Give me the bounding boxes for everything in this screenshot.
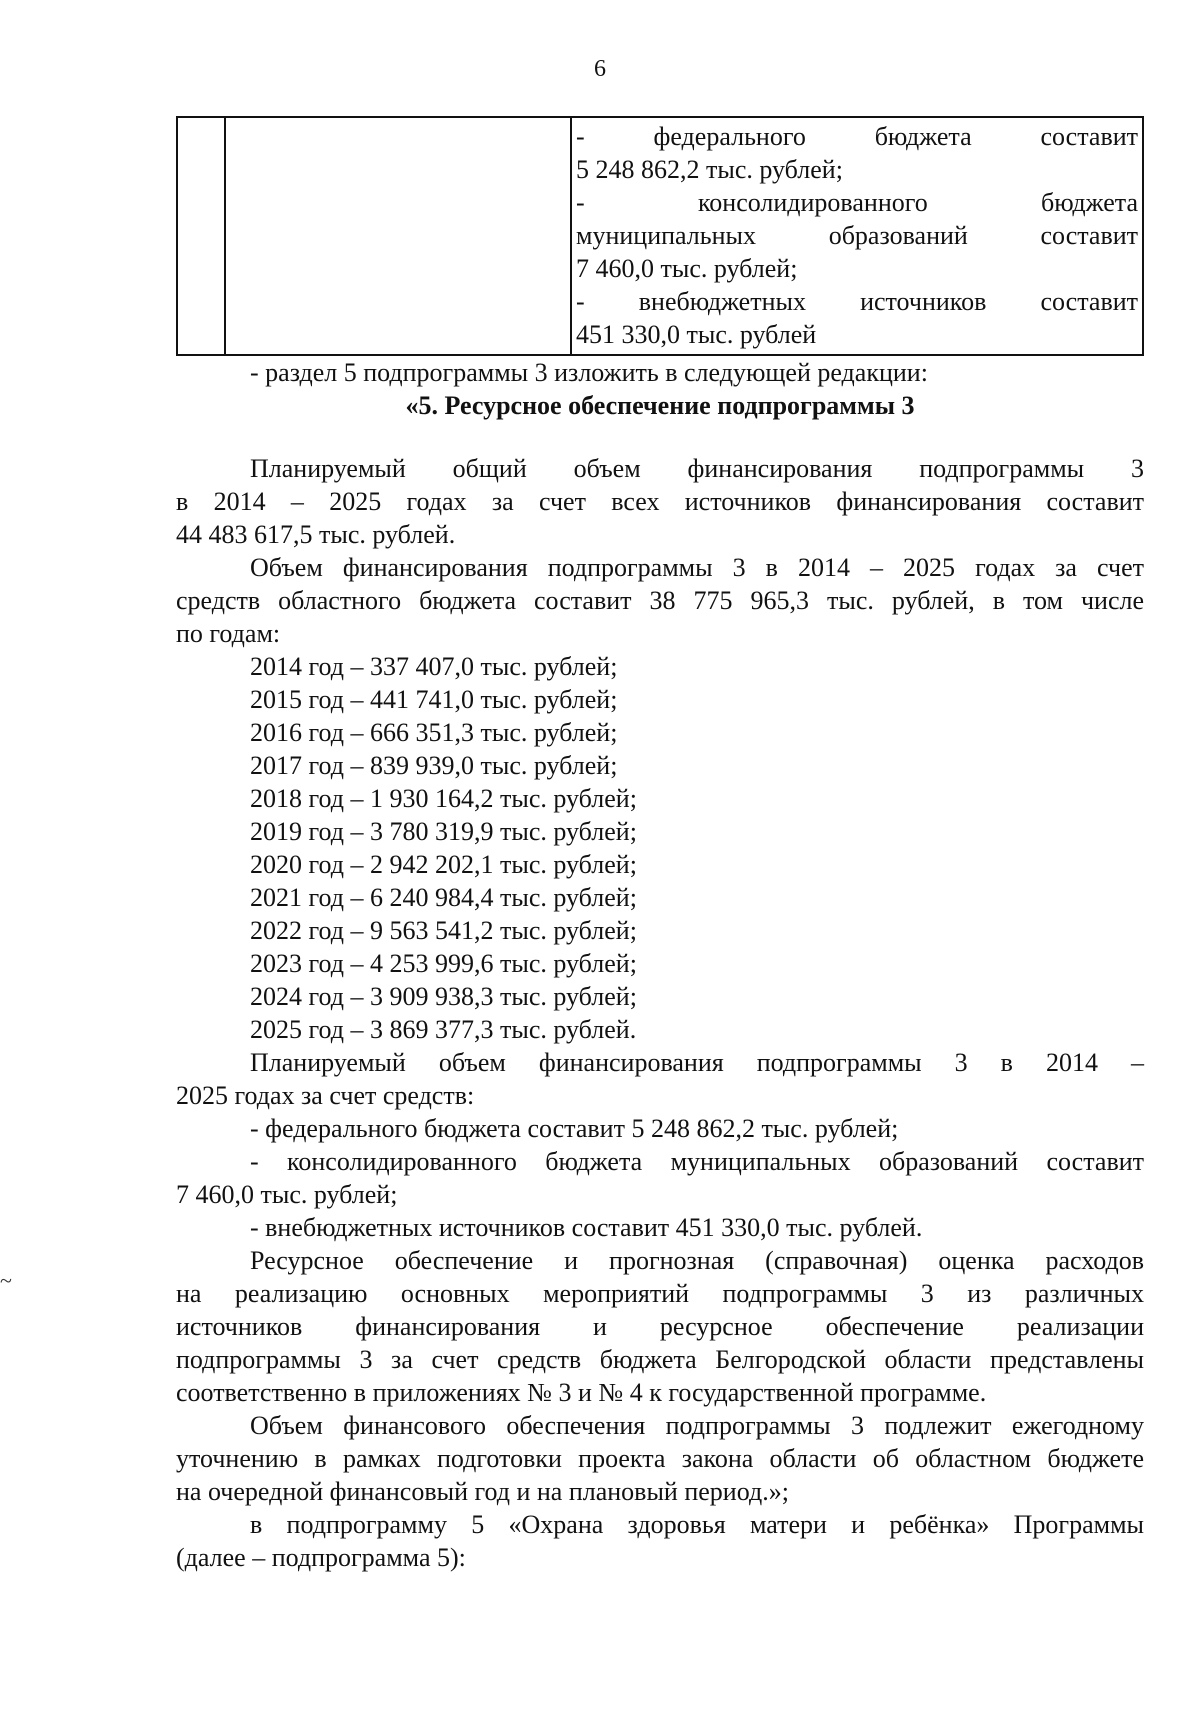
paragraph-line: по годам: — [176, 619, 281, 648]
list-item: 2025 год – 3 869 377,3 тыс. рублей. — [250, 1015, 637, 1044]
spacer — [176, 422, 1144, 452]
table-cell-number — [177, 117, 225, 355]
paragraph-line: источников финансирования и ресурсное обеспечение реализации — [176, 1312, 1144, 1341]
list-item: 2017 год – 839 939,0 тыс. рублей; — [250, 751, 618, 780]
list-item: 2021 год – 6 240 984,4 тыс. рублей; — [250, 883, 637, 912]
table-line: - внебюджетных источников составит — [576, 287, 1138, 316]
table-cell-content — [571, 117, 1143, 355]
paragraph-line: уточнению в рамках подготовки проекта закона области об областном бюджете — [176, 1444, 1144, 1473]
table-row — [177, 117, 1143, 355]
paragraph-annual-update — [176, 1409, 1144, 1508]
list-item: 2018 год – 1 930 164,2 тыс. рублей; — [250, 784, 637, 813]
paragraph-total-funding — [176, 452, 1144, 551]
paragraph-line: подпрограммы 3 за счет средств бюджета Белгородской области представлены — [176, 1345, 1144, 1374]
list-item: 2015 год – 441 741,0 тыс. рублей; — [250, 685, 618, 714]
table-line: 451 330,0 тыс. рублей — [576, 320, 817, 349]
margin-mark: ~ — [0, 1268, 12, 1293]
list-item: 2014 год – 337 407,0 тыс. рублей; — [250, 652, 618, 681]
section-heading: «5. Ресурсное обеспечение подпрограммы 3 — [405, 391, 915, 420]
paragraph-regional-budget — [176, 551, 1144, 650]
extrabudget-line: - внебюджетных источников составит 451 330,0 тыс. рублей. — [250, 1213, 923, 1242]
paragraph-line: 2025 годах за счет средств: — [176, 1081, 475, 1110]
paragraph-planned-sources — [176, 1046, 1144, 1112]
paragraph-line: Объем финансового обеспечения подпрограммы 3 подлежит ежегодному — [250, 1411, 1144, 1440]
paragraph-line: Объем финансирования подпрограммы 3 в 2014 – 2025 годах за счет — [250, 553, 1144, 582]
table-line: 7 460,0 тыс. рублей; — [576, 254, 798, 283]
table-line: муниципальных образований составит — [576, 221, 1138, 250]
table-cell-title — [225, 117, 571, 355]
list-item: 2020 год – 2 942 202,1 тыс. рублей; — [250, 850, 637, 879]
federal-budget-line: - федерального бюджета составит 5 248 862,2 тыс. рублей; — [250, 1114, 899, 1143]
paragraph-line: Планируемый общий объем финансирования подпрограммы 3 — [250, 454, 1144, 483]
list-item: 2023 год – 4 253 999,6 тыс. рублей; — [250, 949, 637, 978]
paragraph-line: 44 483 617,5 тыс. рублей. — [176, 520, 456, 549]
document-body — [176, 116, 1144, 1574]
list-item: 2019 год – 3 780 319,9 тыс. рублей; — [250, 817, 637, 846]
continuation-table — [176, 116, 1144, 356]
paragraph-line: (далее – подпрограмма 5): — [176, 1543, 466, 1572]
paragraph-subprogram-5 — [176, 1508, 1144, 1574]
paragraph-resource-provision — [176, 1244, 1144, 1409]
paragraph-consolidated-budget — [176, 1145, 1144, 1211]
paragraph-line: на очередной финансовый год и на плановый период.»; — [176, 1477, 789, 1506]
intro-line: - раздел 5 подпрограммы 3 изложить в следующей редакции: — [250, 358, 928, 387]
paragraph-line: Планируемый объем финансирования подпрограммы 3 в 2014 – — [250, 1048, 1144, 1077]
list-item: 2016 год – 666 351,3 тыс. рублей; — [250, 718, 618, 747]
page-number: 6 — [594, 56, 606, 82]
paragraph-line: на реализацию основных мероприятий подпрограммы 3 из различных — [176, 1279, 1144, 1308]
paragraph-line: - консолидированного бюджета муниципальных образований составит — [250, 1147, 1144, 1176]
table-line: 5 248 862,2 тыс. рублей; — [576, 155, 843, 184]
paragraph-line: 7 460,0 тыс. рублей; — [176, 1180, 398, 1209]
list-item: 2022 год – 9 563 541,2 тыс. рублей; — [250, 916, 637, 945]
paragraph-line: в подпрограмму 5 «Охрана здоровья матери и ребёнка» Программы — [250, 1510, 1144, 1539]
paragraph-line: соответственно в приложениях № 3 и № 4 к государственной программе. — [176, 1378, 987, 1407]
paragraph-line: средств областного бюджета составит 38 775 965,3 тыс. рублей, в том числе — [176, 586, 1144, 615]
table-line: - федерального бюджета составит — [576, 122, 1138, 151]
paragraph-line: в 2014 – 2025 годах за счет всех источников финансирования составит — [176, 487, 1144, 516]
table-line: - консолидированного бюджета — [576, 188, 1138, 217]
paragraph-line: Ресурсное обеспечение и прогнозная (справочная) оценка расходов — [250, 1246, 1144, 1275]
list-item: 2024 год – 3 909 938,3 тыс. рублей; — [250, 982, 637, 1011]
yearly-list — [176, 650, 1144, 1046]
